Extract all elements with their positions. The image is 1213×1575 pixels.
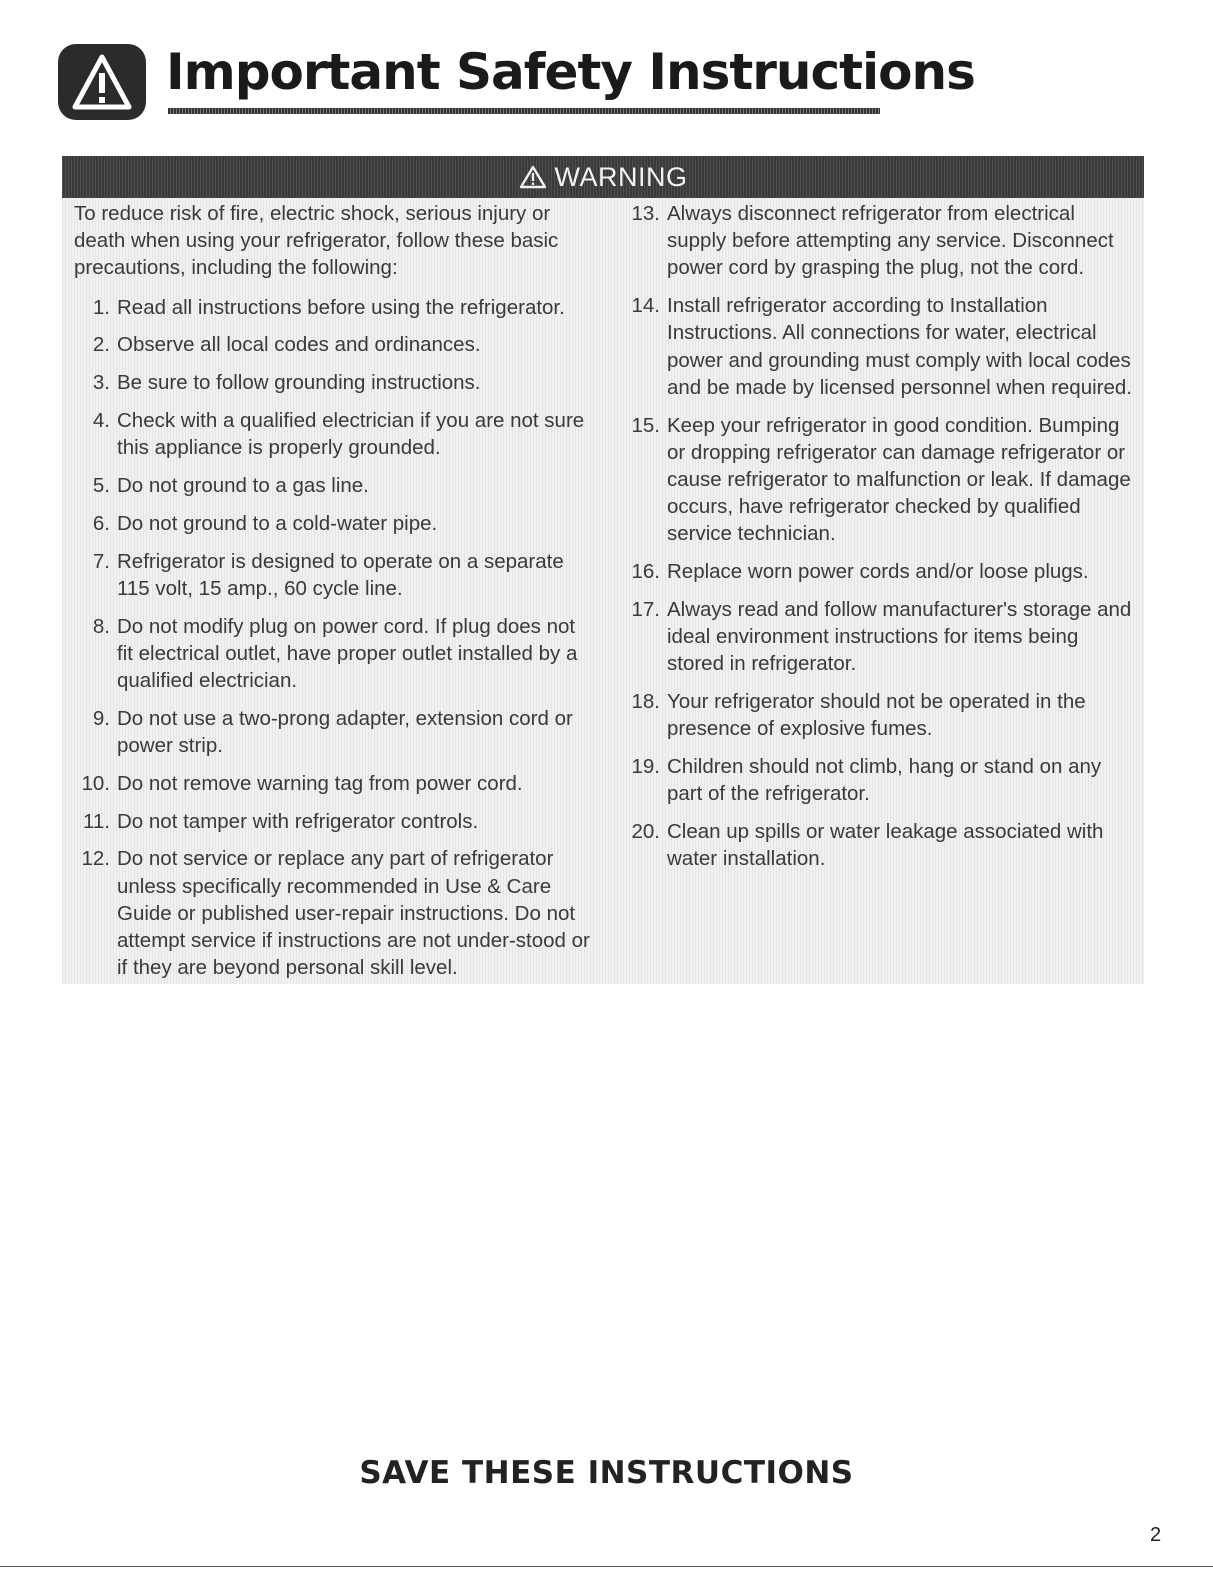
instruction-number: 20.: [631, 820, 660, 844]
instruction-item: [78, 770, 594, 797]
instruction-text: Observe all local codes and ordinances.: [117, 333, 481, 357]
instruction-text: Do not use a two-prong adapter, extension cord or power strip.: [117, 706, 573, 757]
instruction-item: [78, 548, 594, 602]
instruction-text: Do not ground to a cold-water pipe.: [117, 511, 438, 535]
instruction-item: [78, 472, 594, 499]
instruction-text: Your refrigerator should not be operated in the presence of explosive fumes.: [667, 690, 1086, 741]
warning-columns: [62, 198, 1144, 984]
instruction-number: 9.: [92, 706, 110, 730]
instruction-number: 10.: [81, 771, 110, 795]
instruction-text: Do not ground to a gas line.: [117, 474, 369, 497]
page-number: 2: [1150, 1524, 1162, 1546]
instruction-text: Always disconnect refrigerator from electrical supply before attempting any service. Disconnect power cord by grasping the plug, not the cord.: [667, 202, 1114, 280]
instruction-number: 5.: [92, 474, 110, 497]
instruction-number: 17.: [631, 598, 660, 622]
warning-triangle-icon: [519, 165, 547, 189]
title-underline: [168, 108, 880, 114]
warning-triangle-icon: [71, 53, 133, 111]
instruction-text: Be sure to follow grounding instructions.: [117, 371, 481, 395]
instruction-item: [78, 369, 594, 396]
instruction-item: [78, 294, 594, 321]
instruction-text: Clean up spills or water leakage associated with water installation.: [667, 820, 1104, 871]
instruction-item: [78, 407, 594, 461]
instruction-number: 6.: [92, 511, 110, 535]
instruction-number: 19.: [631, 755, 660, 779]
instruction-item: [628, 412, 1136, 548]
instruction-number: 12.: [81, 847, 110, 871]
instruction-text: Do not tamper with refrigerator controls.: [117, 809, 479, 833]
instruction-item: [78, 510, 594, 537]
instruction-item: [628, 688, 1136, 742]
instruction-text: Children should not climb, hang or stand on any part of the refrigerator.: [667, 755, 1102, 806]
instruction-item: [628, 818, 1136, 872]
instruction-number: 2.: [92, 333, 110, 357]
instruction-text: Keep your refrigerator in good condition. Bumping or dropping refrigerator can damage refrigerator or cause refrigerator to malfunction or leak. If damage occurs, have refrigerator checked by qualified service technician.: [667, 413, 1131, 546]
instruction-number: 7.: [92, 549, 110, 573]
instruction-number: 11.: [83, 809, 110, 833]
instruction-text: Refrigerator is designed to operate on a separate 115 volt, 15 amp., 60 cycle line.: [117, 549, 564, 600]
warning-box: [62, 156, 1144, 984]
warning-badge: [58, 44, 146, 120]
instruction-number: 15.: [631, 413, 660, 437]
instruction-item: [628, 200, 1136, 282]
instruction-number: 14.: [631, 294, 660, 318]
instruction-item: [78, 845, 594, 981]
right-column: [628, 200, 1136, 883]
instruction-text: Do not service or replace any part of refrigerator unless specifically recommended in Use & Care Guide or published user-repair instructions. Do not attempt service if instructions are not under-stood or if they are beyond personal skill level.: [117, 847, 590, 980]
instruction-text: Do not modify plug on power cord. If plug does not fit electrical outlet, have proper outlet installed by a qualified electrician.: [117, 614, 578, 692]
save-instructions-text: SAVE THESE INSTRUCTIONS: [359, 1455, 854, 1491]
left-instruction-list: [74, 294, 594, 982]
instruction-text: Do not remove warning tag from power cord.: [117, 771, 523, 795]
footer-rule: [0, 1566, 1213, 1567]
instruction-number: 1.: [92, 295, 110, 319]
instruction-item: [628, 596, 1136, 678]
instruction-text: Check with a qualified electrician if you are not sure this appliance is properly grounded.: [117, 409, 585, 460]
warning-label: WARNING: [554, 161, 688, 192]
instruction-item: [78, 331, 594, 358]
page-header: [58, 40, 975, 120]
warning-intro: To reduce risk of fire, electric shock, serious injury or death when using your refrigerator, follow these basic precautions, including the following:: [74, 202, 559, 280]
instruction-item: [628, 558, 1136, 585]
instruction-number: 8.: [92, 614, 110, 638]
instruction-text: Replace worn power cords and/or loose plugs.: [667, 560, 1089, 584]
warning-banner: [62, 156, 1144, 198]
right-instruction-list: [628, 200, 1136, 873]
instruction-number: 3.: [92, 371, 110, 395]
instruction-item: [628, 753, 1136, 807]
instruction-item: [78, 705, 594, 759]
instruction-number: 4.: [92, 409, 110, 432]
page-title: Important Safety Instructions: [166, 43, 975, 101]
instruction-item: [628, 292, 1136, 401]
instruction-text: Install refrigerator according to Installation Instructions. All connections for water, electrical power and grounding must comply with local codes and be made by licensed personnel when required.: [667, 294, 1132, 399]
instruction-number: 13.: [631, 202, 660, 225]
instruction-text: Read all instructions before using the refrigerator.: [117, 295, 565, 319]
instruction-text: Always read and follow manufacturer's storage and ideal environment instructions for items being stored in refrigerator.: [667, 598, 1132, 676]
instruction-number: 16.: [631, 560, 660, 584]
instruction-item: [78, 808, 594, 835]
instruction-item: [78, 613, 594, 695]
instruction-number: 18.: [631, 690, 660, 714]
left-column: [74, 200, 594, 992]
